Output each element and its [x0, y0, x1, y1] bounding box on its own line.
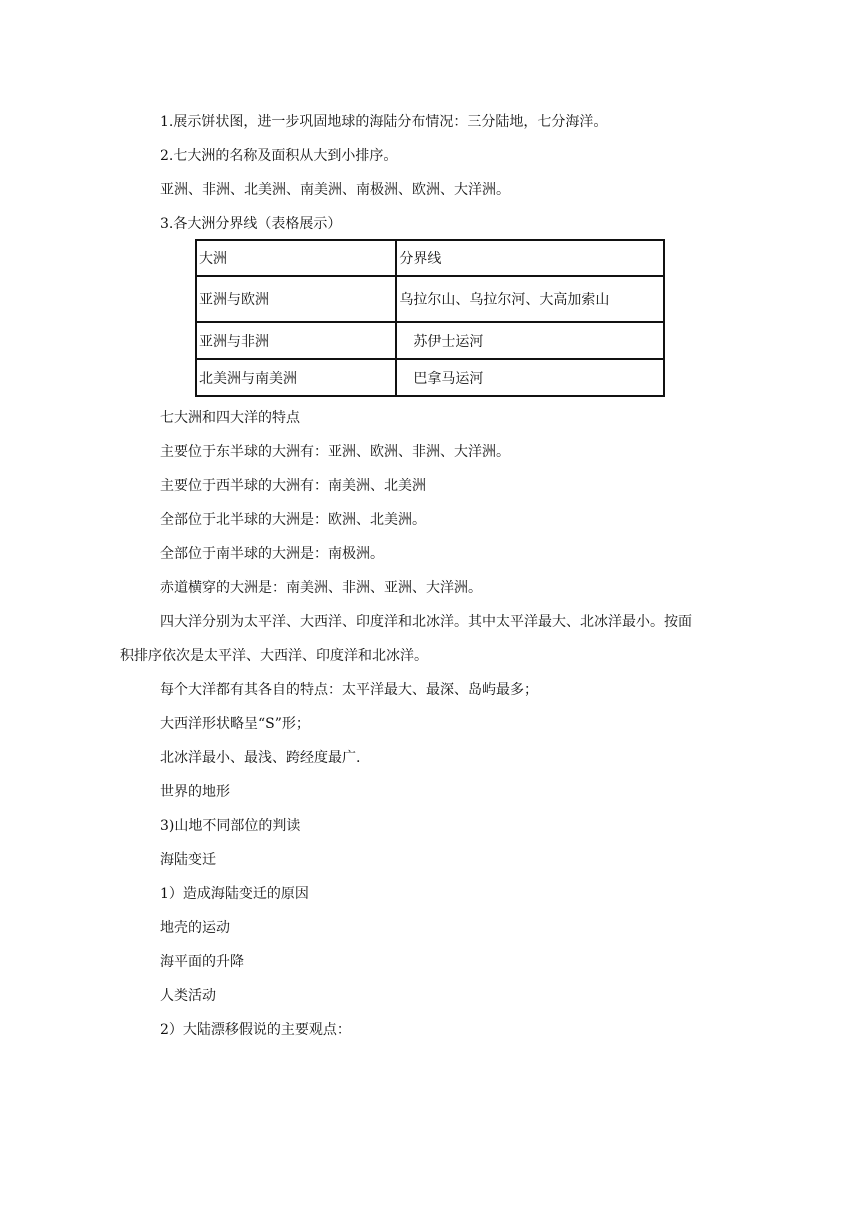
table-cell: 亚洲与非洲	[196, 322, 396, 359]
paragraph-line: 赤道横穿的大洲是：南美洲、非洲、亚洲、大洋洲。	[160, 580, 482, 596]
table-cell: 巴拿马运河	[396, 359, 664, 396]
paragraph-line: 人类活动	[160, 988, 216, 1004]
paragraph-line: 全部位于南半球的大洲是：南极洲。	[160, 546, 384, 562]
table-row	[196, 322, 664, 359]
paragraph-line: 全部位于北半球的大洲是：欧洲、北美洲。	[160, 512, 426, 528]
paragraph-line: 主要位于东半球的大洲有：亚洲、欧洲、非洲、大洋洲。	[160, 444, 510, 460]
paragraph-line: 亚洲、非洲、北美洲、南美洲、南极洲、欧洲、大洋洲。	[160, 182, 510, 198]
paragraph-line: 3.各大洲分界线（表格展示）	[160, 216, 342, 232]
section-heading: 七大洲和四大洋的特点	[160, 410, 300, 426]
paragraph-line: 每个大洋都有其各自的特点：太平洋最大、最深、岛屿最多；	[160, 682, 538, 698]
table-cell: 苏伊士运河	[396, 322, 664, 359]
paragraph-line: 地壳的运动	[160, 920, 230, 936]
section-heading: 世界的地形	[160, 784, 230, 800]
paragraph-line: 海平面的升降	[160, 954, 244, 970]
paragraph-line: 大西洋形状略呈“S”形；	[160, 716, 310, 732]
paragraph-line: 3)山地不同部位的判读	[160, 818, 301, 834]
table-header-cell: 分界线	[396, 240, 664, 276]
paragraph-line: 2）大陆漂移假说的主要观点：	[160, 1022, 351, 1038]
table-cell: 亚洲与欧洲	[196, 276, 396, 322]
section-heading: 海陆变迁	[160, 852, 216, 868]
paragraph-line: 积排序依次是太平洋、大西洋、印度洋和北冰洋。	[120, 648, 428, 664]
table-header-row	[196, 240, 664, 276]
paragraph-line: 主要位于西半球的大洲有：南美洲、北美洲	[160, 478, 426, 494]
paragraph-line: 四大洋分别为太平洋、大西洋、印度洋和北冰洋。其中太平洋最大、北冰洋最小。按面	[160, 614, 692, 630]
paragraph-line: 北冰洋最小、最浅、跨经度最广.	[160, 750, 361, 766]
paragraph-line: 1.展示饼状图，进一步巩固地球的海陆分布情况：三分陆地，七分海洋。	[160, 114, 608, 130]
paragraph-line: 2.七大洲的名称及面积从大到小排序。	[160, 148, 398, 164]
table-row	[196, 359, 664, 396]
table-cell: 乌拉尔山、乌拉尔河、大高加索山	[396, 276, 664, 322]
paragraph-line: 1）造成海陆变迁的原因	[160, 886, 309, 902]
table-cell: 北美洲与南美洲	[196, 359, 396, 396]
boundary-table	[195, 239, 665, 397]
table-header-cell: 大洲	[196, 240, 396, 276]
table-row	[196, 276, 664, 322]
